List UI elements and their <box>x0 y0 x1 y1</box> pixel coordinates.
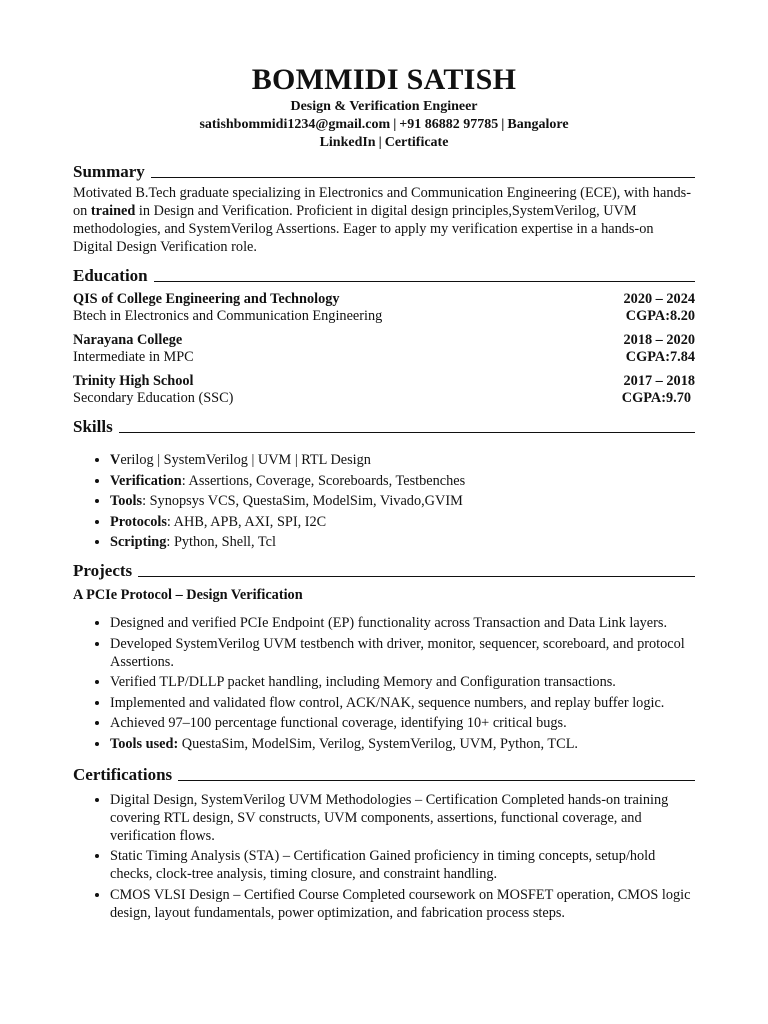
section-divider <box>178 780 695 781</box>
education-years: 2018 – 2020 <box>623 332 695 348</box>
grade: CGPA:7.84 <box>625 349 695 365</box>
school-name: Narayana College <box>73 332 183 348</box>
education-entry <box>73 332 695 366</box>
certificate-link[interactable]: Certificate <box>384 135 449 150</box>
summary-text-part: Motivated B.Tech graduate specializing in Electronics and Communication Engineering (ECE), with hands-on <box>73 185 691 219</box>
grade: CGPA:8.20 <box>625 308 695 324</box>
projects-heading-text: Projects <box>73 561 133 580</box>
skill-label: Verification <box>110 472 182 489</box>
links-line <box>73 134 695 152</box>
list-item: • Designed and verified PCIe Endpoint (EP) functionality across Transaction and Data Link layers. <box>110 614 695 632</box>
summary-text <box>73 184 695 256</box>
education-entry <box>73 291 695 325</box>
list-item <box>110 513 695 531</box>
separator: | <box>378 135 382 150</box>
skills-list <box>73 451 695 551</box>
separator: | <box>501 117 505 132</box>
summary-text-part: in Design and Verification. Proficient in digital design principles,SystemVerilog, UVM methodologies, and SystemVerilog Assertions. Eager to apply my verification expertise in a hands-on Digital Design Verification role. <box>73 203 654 255</box>
education-entry <box>73 373 695 407</box>
skill-text: : Synopsys VCS, QuestaSim, ModelSim, Vivado,GVIM <box>142 493 463 509</box>
education-heading <box>73 266 695 286</box>
skills-heading <box>73 417 695 437</box>
list-item: • Digital Design, SystemVerilog UVM Methodologies – Certification Completed hands-on training covering RTL design, SV constructs, UVM components, assertions, functional coverage, and verification flows. <box>110 791 695 845</box>
location: Bangalore <box>507 117 569 132</box>
contact-line <box>73 116 695 134</box>
skill-text: : Assertions, Coverage, Scoreboards, Testbenches <box>181 472 466 489</box>
certifications-heading <box>73 765 695 785</box>
skills-heading-text: Skills <box>73 417 113 436</box>
section-divider <box>151 177 695 178</box>
list-item <box>110 472 695 490</box>
summary-heading <box>73 162 695 182</box>
degree: Secondary Education (SSC) <box>73 390 234 406</box>
certifications-list <box>73 791 695 922</box>
tools-label: Tools used: <box>110 735 179 752</box>
phone-number: +91 86882 97785 <box>399 117 499 132</box>
project-bullets <box>73 614 695 753</box>
grade: CGPA:9.70 <box>621 390 691 406</box>
education-years: 2020 – 2024 <box>623 291 695 307</box>
email-link[interactable]: satishbommidi1234@gmail.com <box>199 117 391 132</box>
skill-label: Protocols <box>110 513 167 530</box>
skill-text: : Python, Shell, Tcl <box>166 534 276 550</box>
school-name: Trinity High School <box>73 373 194 389</box>
separator: | <box>393 117 397 132</box>
skill-label: Tools <box>110 493 143 509</box>
tools-text: QuestaSim, ModelSim, Verilog, SystemVerilog, UVM, Python, TCL. <box>178 735 578 752</box>
skill-label: V <box>110 452 121 468</box>
summary-heading-text: Summary <box>73 162 145 181</box>
certifications-heading-text: Certifications <box>73 764 173 784</box>
education-years: 2017 – 2018 <box>623 373 695 389</box>
degree: Intermediate in MPC <box>73 349 194 365</box>
list-item: • Static Timing Analysis (STA) – Certification Gained proficiency in timing concepts, setup/hold checks, clock-tree analysis, timing closure, and constraint handling. <box>110 847 695 883</box>
section-divider <box>154 281 695 282</box>
projects-heading <box>73 561 695 581</box>
resume-header <box>73 62 695 152</box>
degree: Btech in Electronics and Communication Engineering <box>73 308 383 324</box>
skill-text: : AHB, APB, AXI, SPI, I2C <box>166 513 327 530</box>
linkedin-link[interactable]: LinkedIn <box>319 135 376 150</box>
list-item: • Achieved 97–100 percentage functional coverage, identifying 10+ critical bugs. <box>110 714 695 732</box>
list-item <box>110 492 695 510</box>
resume-page <box>73 62 695 924</box>
skill-label: Scripting <box>110 534 167 550</box>
project-title: A PCIe Protocol – Design Verification <box>73 587 303 603</box>
skill-text: erilog | SystemVerilog | UVM | RTL Design <box>120 452 371 468</box>
list-item <box>110 451 695 469</box>
job-title: Design & Verification Engineer <box>290 99 478 114</box>
summary-text-bold: trained <box>90 203 136 219</box>
list-item <box>110 533 695 551</box>
candidate-name: BOMMIDI SATISH <box>251 63 517 96</box>
list-item: • CMOS VLSI Design – Certified Course Completed coursework on MOSFET operation, CMOS logic design, layout fundamentals, power optimization, and fabrication process steps. <box>110 886 695 922</box>
list-item: • Developed SystemVerilog UVM testbench with driver, monitor, sequencer, scoreboard, and protocol Assertions. <box>110 635 695 671</box>
section-divider <box>138 576 695 577</box>
education-heading-text: Education <box>73 266 148 285</box>
list-item: • Implemented and validated flow control, ACK/NAK, sequence numbers, and replay buffer logic. <box>110 694 695 712</box>
list-item: • Verified TLP/DLLP packet handling, including Memory and Configuration transactions. <box>110 673 695 691</box>
section-divider <box>119 432 695 433</box>
list-item <box>110 735 695 753</box>
school-name: QIS of College Engineering and Technology <box>73 291 340 307</box>
